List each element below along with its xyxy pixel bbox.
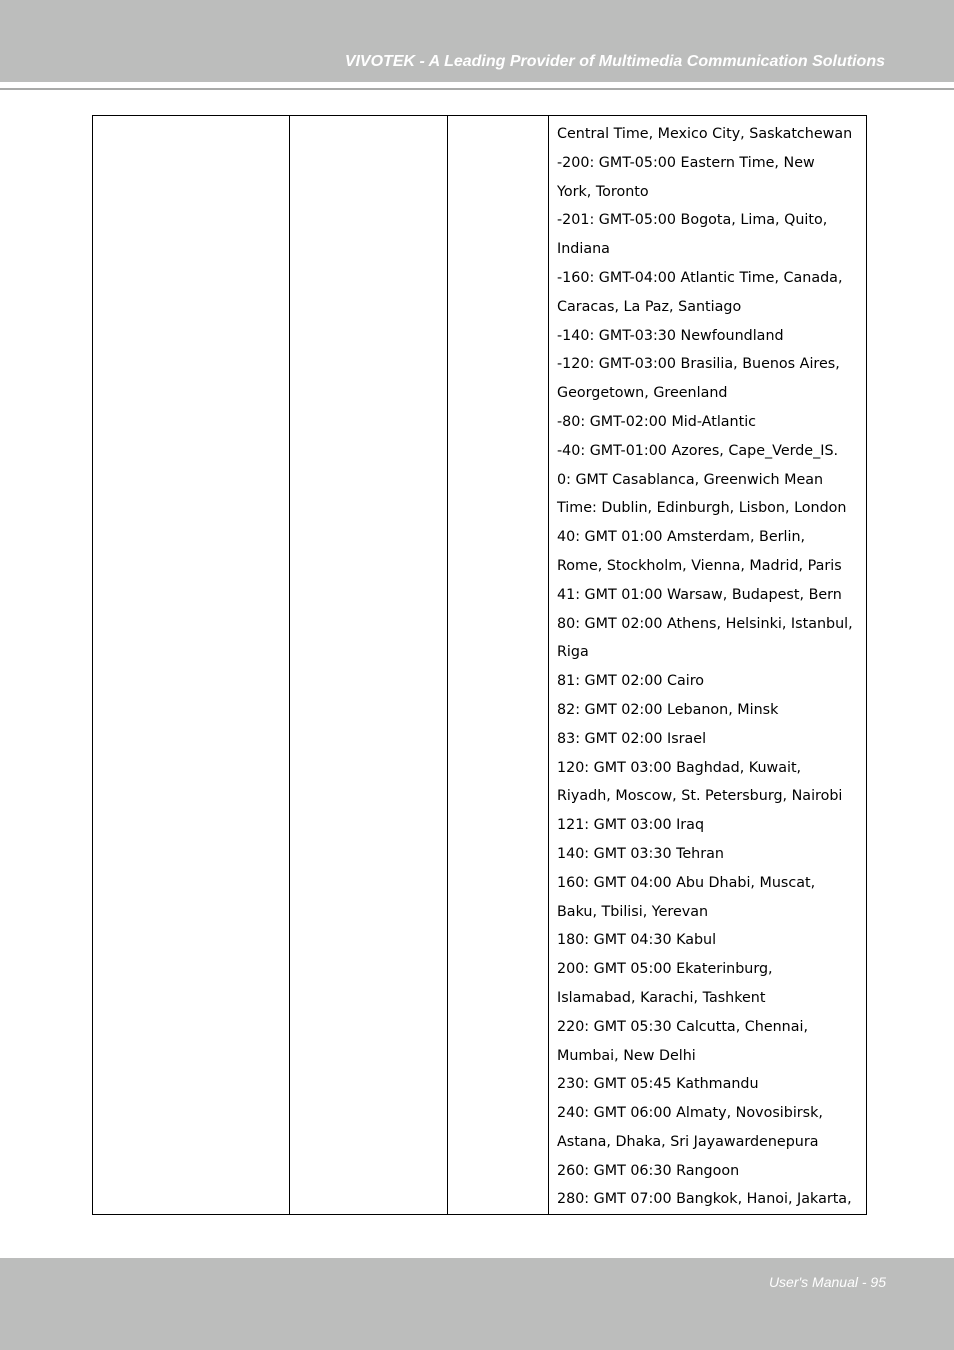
- timezone-line: Georgetown, Greenland: [557, 385, 728, 402]
- page-header: [0, 0, 954, 82]
- timezone-line: Riga: [557, 644, 589, 661]
- timezone-line: Rome, Stockholm, Vienna, Madrid, Paris: [557, 557, 842, 574]
- timezone-line: 81: GMT 02:00 Cairo: [557, 673, 705, 690]
- timezone-line: Baku, Tbilisi, Yerevan: [557, 903, 709, 920]
- timezone-table: [92, 115, 867, 1215]
- timezone-line: 83: GMT 02:00 Israel: [557, 730, 707, 747]
- timezone-line: York, Toronto: [557, 183, 649, 200]
- timezone-line: -160: GMT-04:00 Atlantic Time, Canada,: [557, 269, 843, 286]
- timezone-line: 40: GMT 01:00 Amsterdam, Berlin,: [557, 529, 806, 546]
- timezone-line: -140: GMT-03:30 Newfoundland: [557, 327, 784, 344]
- timezone-line: Time: Dublin, Edinburgh, Lisbon, London: [557, 500, 847, 517]
- timezone-line: 82: GMT 02:00 Lebanon, Minsk: [557, 701, 779, 718]
- timezone-line: -40: GMT-01:00 Azores, Cape_Verde_IS.: [557, 442, 839, 459]
- timezone-line: 140: GMT 03:30 Tehran: [557, 845, 724, 862]
- timezone-line: Central Time, Mexico City, Saskatchewan: [557, 126, 853, 142]
- timezone-line: 280: GMT 07:00 Bangkok, Hanoi, Jakarta,: [557, 1191, 852, 1208]
- header-title: VIVOTEK - A Leading Provider of Multimedia Communication Solutions: [344, 53, 885, 70]
- timezone-line: 80: GMT 02:00 Athens, Helsinki, Istanbul,: [557, 615, 853, 632]
- table-cell-empty-3: [448, 116, 549, 1215]
- timezone-line: 230: GMT 05:45 Kathmandu: [557, 1076, 759, 1093]
- timezone-line: 200: GMT 05:00 Ekaterinburg,: [557, 961, 773, 978]
- timezone-line: 41: GMT 01:00 Warsaw, Budapest, Bern: [557, 586, 842, 603]
- timezone-line: 220: GMT 05:30 Calcutta, Chennai,: [557, 1018, 809, 1035]
- timezone-line: Mumbai, New Delhi: [557, 1047, 696, 1064]
- timezone-line: Astana, Dhaka, Sri Jayawardenepura: [557, 1133, 819, 1150]
- page-number-label: User's Manual - 95: [768, 1274, 886, 1290]
- timezone-line: 160: GMT 04:00 Abu Dhabi, Muscat,: [557, 874, 816, 891]
- timezone-line: Islamabad, Karachi, Tashkent: [557, 989, 766, 1006]
- timezone-line: -120: GMT-03:00 Brasilia, Buenos Aires,: [557, 356, 840, 373]
- timezone-line: 180: GMT 04:30 Kabul: [557, 932, 717, 949]
- timezone-line: 121: GMT 03:00 Iraq: [557, 817, 705, 834]
- header-divider: [0, 88, 954, 90]
- timezone-line: -80: GMT-02:00 Mid-Atlantic: [557, 413, 757, 430]
- timezone-line: -200: GMT-05:00 Eastern Time, New: [557, 154, 815, 171]
- timezone-line: 0: GMT Casablanca, Greenwich Mean: [557, 471, 824, 488]
- timezone-line: 120: GMT 03:00 Baghdad, Kuwait,: [557, 759, 802, 776]
- timezone-line: Caracas, La Paz, Santiago: [557, 298, 742, 315]
- page-footer: [0, 1258, 954, 1350]
- table-cell-empty-1: [93, 116, 290, 1215]
- timezone-line: 260: GMT 06:30 Rangoon: [557, 1162, 740, 1179]
- timezone-list-cell: [549, 116, 867, 1215]
- table-row: [93, 116, 867, 1215]
- timezone-line: Riyadh, Moscow, St. Petersburg, Nairobi: [557, 788, 843, 805]
- timezone-list: [549, 116, 866, 1214]
- table-cell-empty-2: [290, 116, 448, 1215]
- timezone-line: Indiana: [557, 241, 610, 258]
- timezone-line: 240: GMT 06:00 Almaty, Novosibirsk,: [557, 1105, 823, 1122]
- timezone-line: -201: GMT-05:00 Bogota, Lima, Quito,: [557, 212, 828, 229]
